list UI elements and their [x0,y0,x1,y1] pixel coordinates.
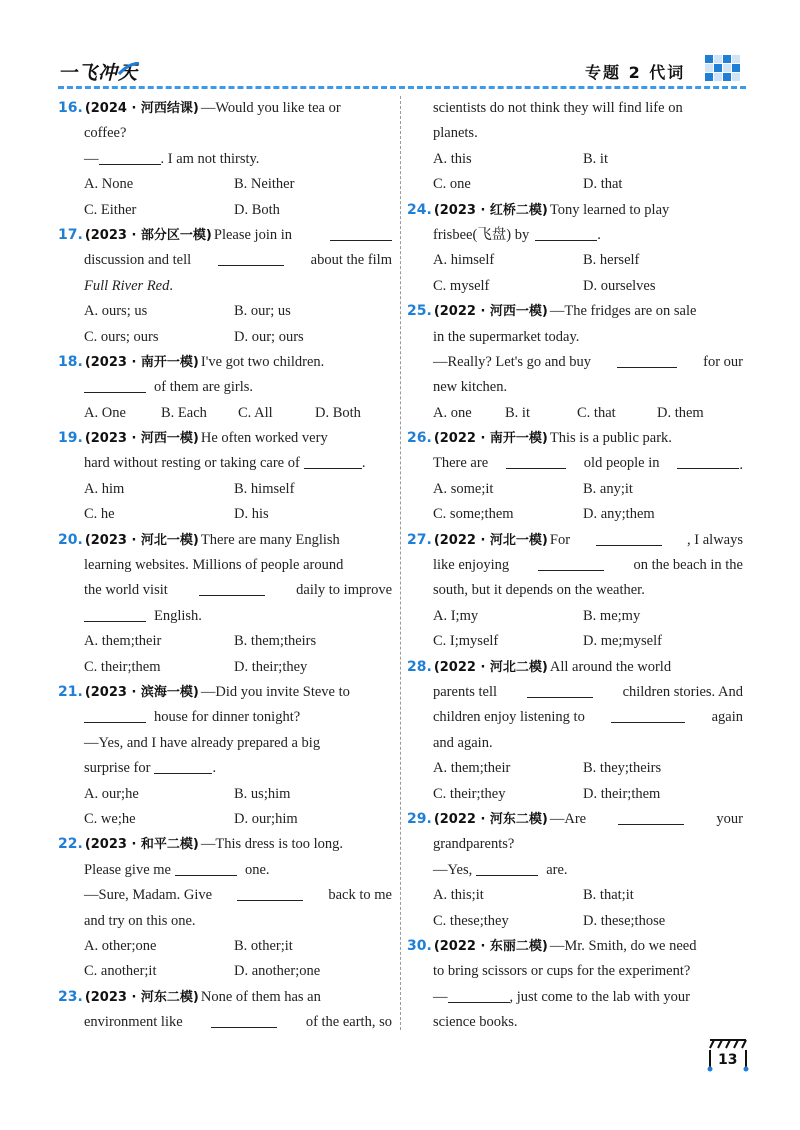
option-d[interactable]: D. ourselves [583,277,656,294]
option-a[interactable]: A. other;one [84,937,157,954]
question-source: (2022 · 河西一模) [433,304,548,320]
options [407,629,743,654]
options [58,934,392,959]
question-source: (2023 · 河西一模) [84,431,199,447]
option-d[interactable]: D. any;them [583,506,655,523]
option-a[interactable]: A. himself [433,252,495,269]
answer-blank[interactable] [476,858,538,876]
option-b[interactable]: B. himself [234,480,295,497]
right-column: scientists do not think they will find life on planets. A. this B. it C. one D. that 24. (2023 · 红桥二模) Tony learned to play frisbee(飞盘) by . A. himself B. herself C. myself D. ourselves 25. (2022 · 河西一模) —The fridges are on sale in the supermarket today. —Really? Let's go and buy for our new kitchen. A. one B. it C. that D. them 26. (2022 · 南开一模) This is a public park. There are old people in . A. some;it B. any;it C. some;them D. any;them 27. (2022 · 河北一模) For , I always like enjoying on the beach in the south, but it depends on the weather. A. I;my B. me;my C. I;myself D. me;myself 28. (2022 · 河北二模) All around the world parents tell children stories. And children enjoy listening to again and again. A. them;their B. they;theirs C. their;they D. their;them 29. (2022 · 河东二模) —Are your grandparents? —Yes, are. A. this;it B. that;it C. these;they D. these;those 30. (2022 · 东丽二模) —Mr. Smith, do we need to bring scissors or cups for the experiment? — , just come to the lab with your science books. [433,96,743,1035]
answer-blank[interactable] [535,223,597,241]
page-number: 13 [718,1052,738,1068]
option-b[interactable]: B. they;theirs [583,760,662,777]
answer-blank[interactable] [506,451,566,469]
answer-blank[interactable] [218,248,284,266]
options [407,502,743,527]
question-source: (2022 · 河北二模) [433,659,548,675]
option-a[interactable]: A. I;my [433,607,479,624]
answer-blank[interactable] [99,147,161,165]
question-number: 27. [407,531,432,548]
answer-blank[interactable] [618,807,684,825]
option-c[interactable]: C. one [433,176,471,193]
option-b[interactable]: B. our; us [234,303,291,320]
question-source: (2022 · 东丽二模) [433,938,548,954]
question-21: 21. (2023 · 滨海一模) —Did you invite Steve to [58,683,350,700]
option-d[interactable]: D. Both [234,201,280,218]
question-22: 22. (2023 · 和平二模) —This dress is too long. [58,836,344,853]
option-a[interactable]: A. our;he [84,785,139,802]
option-c[interactable]: C. Either [84,201,137,218]
answer-blank[interactable] [304,451,362,469]
option-c[interactable]: C. I;myself [433,633,499,650]
option-d[interactable]: D. another;one [234,963,321,980]
option-a[interactable]: A. this;it [433,887,484,904]
question-27: 27. (2022 · 河北一模) For , I always [407,528,743,553]
question-source: (2024 · 河西结课) [84,101,199,116]
option-c[interactable]: C. that [577,404,616,421]
option-c[interactable]: C. ours; ours [84,328,159,345]
question-source: (2023 · 红桥二模) [433,202,548,218]
answer-blank[interactable] [154,756,212,774]
page-header [0,0,800,100]
answer-blank[interactable] [84,604,146,622]
answer-blank[interactable] [84,705,146,723]
brand-logo: 一飞冲天 [58,62,139,84]
question-16: 16. (2024 · 河西结课) —Would you like tea or [58,100,341,116]
checker-squares-icon [703,53,745,85]
answer-blank[interactable] [211,1010,277,1028]
option-b[interactable]: B. us;him [234,785,291,802]
question-25: 25. (2022 · 河西一模) —The fridges are on sale [407,303,697,320]
question-source: (2023 · 河北一模) [84,532,199,548]
question-source: (2022 · 河东二模) [433,811,548,827]
option-b[interactable]: B. them;theirs [234,633,317,650]
question-source: (2023 · 部分区一模) [84,227,212,243]
option-b[interactable]: B. me;my [583,607,641,624]
options [407,883,743,908]
answer-blank[interactable] [175,858,237,876]
options [407,401,743,426]
option-a[interactable]: A. them;their [84,633,162,650]
option-a[interactable]: A. One [84,404,126,421]
question-source: (2022 · 河北一模) [433,532,548,548]
option-a[interactable]: A. them;their [433,760,511,777]
options [58,959,392,984]
options [58,401,392,426]
question-20: 20. (2023 · 河北一模) There are many English [58,531,340,548]
options [58,655,392,680]
option-b[interactable]: B. it [583,150,608,167]
question-number: 28. [407,658,432,675]
option-c[interactable]: C. All [238,404,273,421]
question-number: 16. [58,100,83,116]
option-c[interactable]: C. myself [433,277,490,294]
option-a[interactable]: A. one [433,404,472,421]
question-number: 24. [407,201,432,218]
options [58,325,392,350]
question-29: 29. (2022 · 河东二模) —Are your [407,807,743,832]
options [407,604,743,629]
option-c[interactable]: C. we;he [84,810,136,827]
option-d[interactable]: D. them [657,404,704,421]
question-source: (2022 · 南开一模) [433,431,548,447]
option-c[interactable]: C. these;they [433,912,509,929]
options [58,477,392,502]
right-column-questions: 24. (2023 · 红桥二模) Tony learned to play frisbee(飞盘) by . A. himself B. herself C. myself D. ourselves 25. (2022 · 河西一模) —The fridges are on sale in the supermarket today. —Really? Let's go and buy for our new kitchen. A. one B. it C. that D. them 26. (2022 · 南开一模) This is a public park. There are old people in . A. some;it B. any;it C. some;them D. any;them 27. (2022 · 河北一模) For , I always like enjoying on the beach in the south, but it depends on the weather. A. I;my B. me;my C. I;myself D. me;myself 28. (2022 · 河北二模) All around the world parents tell children stories. And children enjoy listening to again and again. A. them;their B. they;theirs C. their;they D. their;them 29. (2022 · 河东二模) —Are your grandparents? —Yes, are. A. this;it B. that;it C. these;they D. these;those 30. (2022 · 东丽二模) —Mr. Smith, do we need to bring scissors or cups for the experiment? — , just come to the lab with your science books. [407,198,743,1036]
question-number: 17. [58,226,83,243]
options [58,299,392,324]
option-b[interactable]: B. other;it [234,937,293,954]
question-number: 22. [58,836,83,853]
options [407,248,743,273]
question-30: 30. (2022 · 东丽二模) —Mr. Smith, do we need [407,937,697,954]
option-a[interactable]: A. this [433,150,472,167]
option-b[interactable]: B. herself [583,252,640,269]
column-divider [400,96,401,1030]
question-source: (2023 · 滨海一模) [84,684,199,700]
question-source: (2023 · 和平二模) [84,837,199,853]
question-19: 19. (2023 · 河西一模) He often worked very [58,430,328,447]
question-26: 26. (2022 · 南开一模) This is a public park. [407,430,672,447]
question-18: 18. (2023 · 南开一模) I've got two children. [58,353,325,370]
answer-blank[interactable] [596,528,662,546]
question-number: 29. [407,810,432,827]
option-b[interactable]: B. Neither [234,176,295,193]
question-source: (2023 · 河东二模) [84,989,199,1005]
options [433,172,743,197]
answer-blank[interactable] [237,883,303,901]
option-c[interactable]: C. another;it [84,963,157,980]
question-28: 28. (2022 · 河北二模) All around the world [407,658,672,675]
options [407,909,743,934]
answer-blank[interactable] [527,680,593,698]
option-d[interactable]: D. these;those [583,912,666,929]
options [58,502,392,527]
option-c[interactable]: C. their;them [84,658,161,675]
answer-blank[interactable] [84,375,146,393]
topic-title: 专题 2 代词 [585,63,686,82]
option-d[interactable]: D. our; ours [234,328,304,345]
answer-blank[interactable] [677,451,739,469]
question-number: 21. [58,683,83,700]
option-c[interactable]: C. their;they [433,785,506,802]
answer-blank[interactable] [448,985,510,1003]
option-d[interactable]: D. Both [315,404,361,421]
question-number: 18. [58,353,83,370]
question-number: 26. [407,430,432,447]
options [58,172,392,197]
options [407,477,743,502]
film-title: Full River Red [84,277,170,294]
options [58,807,392,832]
question-23: 23. (2023 · 河东二模) None of them has an [58,988,321,1005]
option-a[interactable]: A. ours; us [84,303,148,320]
option-d[interactable]: D. that [583,176,623,193]
options [407,782,743,807]
answer-blank[interactable] [611,705,685,723]
options [407,756,743,781]
option-b[interactable]: B. that;it [583,887,634,904]
option-b[interactable]: B. Each [161,404,207,421]
question-number: 19. [58,430,83,447]
options [433,147,743,172]
option-a[interactable]: A. some;it [433,480,494,497]
answer-blank[interactable] [617,350,677,368]
question-source: (2023 · 南开一模) [84,354,199,370]
question-number: 30. [407,937,432,954]
question-24: 24. (2023 · 红桥二模) Tony learned to play [407,201,670,218]
option-d[interactable]: D. me;myself [583,633,662,650]
question-number: 20. [58,531,83,548]
options [58,629,392,654]
header-rule [58,86,746,89]
answer-blank[interactable] [330,223,392,241]
option-c[interactable]: C. some;them [433,506,514,523]
options [407,274,743,299]
option-a[interactable]: A. None [84,176,134,193]
options [58,782,392,807]
left-column: 16. (2024 · 河西结课) —Would you like tea or coffee? — . I am not thirsty. A. None B. Neither C. Either D. Both 17. (2023 · 部分区一模) Please join in discussion and tell about the film Full River Red . A. ours; us B. our; us C. ours; ours D. our; ours 18. (2023 · 南开一模) I've got two children. of them are girls. A. One B. Each C. All D. Both 19. (2023 · 河西一模) He often worked very hard without resting or taking care of . A. him B. himself C. he D. his 20. (2023 · 河北一模) There are many English learning websites. Millions of people around the world visit daily to improve English. A. them;their B. them;theirs C. their;them D. their;they 21. (2023 · 滨海一模) —Did you invite Steve to house for dinner tonight? —Yes, and I have already prepared a big surprise for . A. our;he B. us;him C. we;he D. our;him 22. (2023 · 和平二模) —This dress is too long. Please give me one. —Sure, Madam. Give back to me and try on this one. A. other;one B. other;it C. another;it D. another;one 23. (2023 · 河东二模) None of them has an environment like of the earth, so [58,96,392,1035]
question-number: 25. [407,303,432,320]
option-b[interactable]: B. any;it [583,480,633,497]
options [58,198,392,223]
question-number: 23. [58,988,83,1005]
option-b[interactable]: B. it [505,404,530,421]
option-a[interactable]: A. him [84,480,125,497]
answer-blank[interactable] [538,553,604,571]
option-c[interactable]: C. he [84,506,115,523]
swoosh-icon [118,62,140,76]
option-d[interactable]: D. their;they [234,658,308,675]
option-d[interactable]: D. his [234,506,269,523]
option-d[interactable]: D. their;them [583,785,661,802]
answer-blank[interactable] [199,578,265,596]
option-d[interactable]: D. our;him [234,810,298,827]
question-17: 17. (2023 · 部分区一模) Please join in [58,223,392,248]
